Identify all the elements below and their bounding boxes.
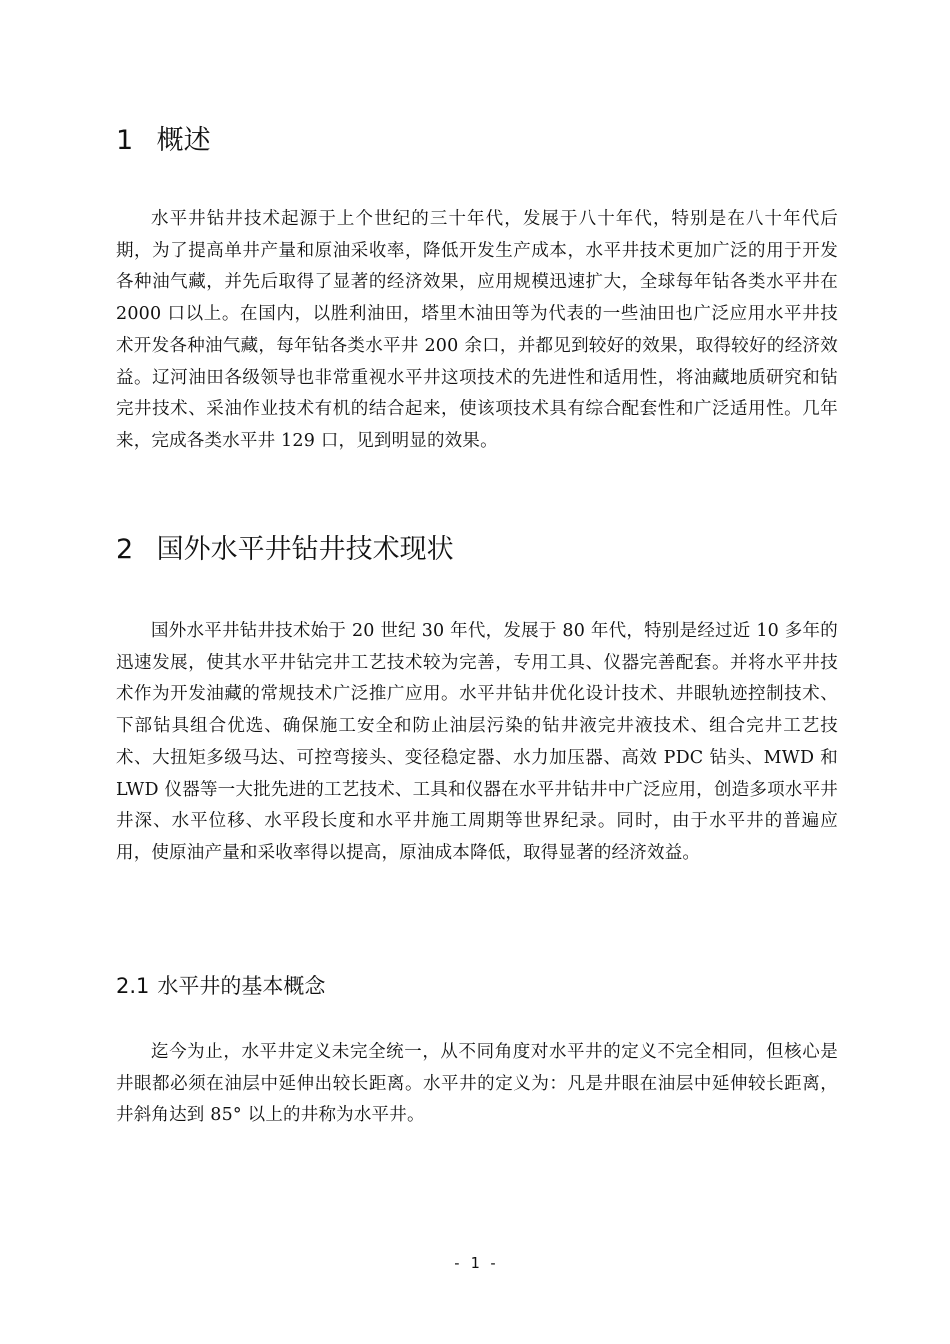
section-heading-1 <box>116 124 211 158</box>
section-title: 概述 <box>156 125 211 156</box>
section-number: 2 <box>116 534 134 565</box>
body-paragraph: 水平井钻井技术起源于上个世纪的三十年代，发展于八十年代，特别是在八十年代后期，为了提高单井产量和原油采收率，降低开发生产成本，水平井技术更加广泛的用于开发各种油气藏，并先后取得了显著的经济效果，应用规模迅速扩大，全球每年钻各类水平井在 2000 口以上。在国内，以胜利油田，塔里木油田等为代表的一些油田也广泛应用水平井技术开发各种油气藏，每年钻各类水平井 200 余口，并都见到较好的效果，取得较好的经济效益。辽河油田各级领导也非常重视水平井这项技术的先进性和适用性，将油藏地质研究和钻完井技术、采油作业技术有机的结合起来，使该项技术具有综合配套性和广泛适用性。几年来，完成各类水平井 129 口，见到明显的效果。 <box>116 209 838 451</box>
section-title: 国外水平井钻井技术现状 <box>156 534 454 565</box>
subsection-heading-2-1 <box>116 972 325 1000</box>
page-number: - 1 - <box>452 1254 498 1272</box>
subsection-number: 2.1 <box>116 974 150 998</box>
section-number: 1 <box>116 125 134 156</box>
section-heading-2 <box>116 533 454 567</box>
subsection-title: 水平井的基本概念 <box>157 974 326 998</box>
body-paragraph: 迄今为止，水平井定义未完全统一，从不同角度对水平井的定义不完全相同，但核心是井眼都必须在油层中延伸出较长距离。水平井的定义为：凡是井眼在油层中延伸较长距离，井斜角达到 85° 以上的井称为水平井。 <box>116 1042 838 1126</box>
body-paragraph: 国外水平井钻井技术始于 20 世纪 30 年代，发展于 80 年代，特别是经过近 10 多年的迅速发展，使其水平井钻完井工艺技术较为完善，专用工具、仪器完善配套。并将水平井技术作为开发油藏的常规技术广泛推广应用。水平井钻井优化设计技术、井眼轨迹控制技术、下部钻具组合优选、确保施工安全和防止油层污染的钻井液完井液技术、组合完井工艺技术、大扭矩多级马达、可控弯接头、变径稳定器、水力加压器、高效 PDC 钻头、MWD 和 LWD 仪器等一大批先进的工艺技术、工具和仪器在水平井钻井中广泛应用，创造多项水平井井深、水平位移、水平段长度和水平井施工周期等世界纪录。同时，由于水平井的普遍应用，使原油产量和采收率得以提高，原油成本降低，取得显著的经济效益。 <box>116 621 838 863</box>
